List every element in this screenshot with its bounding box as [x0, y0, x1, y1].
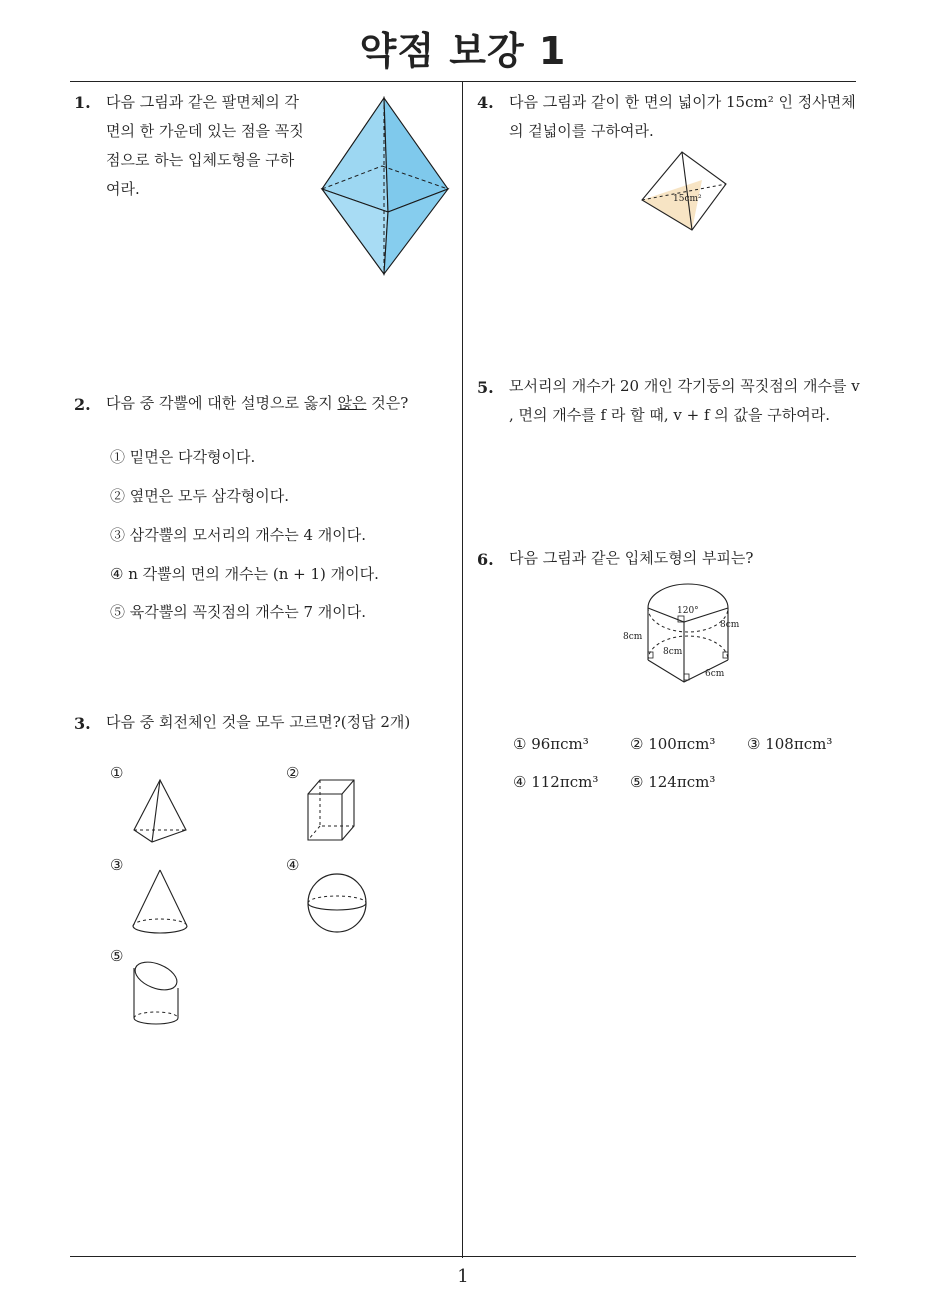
q2-choice: ② 옆면은 모두 삼각형이다. [110, 487, 289, 505]
q6-text: 다음 그림과 같은 입체도형의 부피는? [509, 549, 754, 567]
q2-choice: ① 밑면은 다각형이다. [110, 448, 256, 466]
q3-number: 3. [74, 714, 91, 733]
column-divider [462, 81, 463, 1258]
q3-label-5: ⑤ [110, 947, 124, 965]
q5-text-line: , 면의 개수를 f 라 할 때, v + f 의 값을 구하여라. [509, 406, 831, 424]
q2-text-after: 것은? [366, 394, 409, 412]
q3-label-3: ③ [110, 856, 124, 874]
q6-choice: ② 100πcm³ [630, 735, 716, 753]
q6-number: 6. [477, 550, 494, 569]
q6-choice: ① 96πcm³ [513, 735, 589, 753]
q2-choice: ④ n 각뿔의 면의 개수는 (n + 1) 개이다. [110, 565, 379, 583]
q4-text-line: 다음 그림과 같이 한 면의 넓이가 15cm² 인 정사면체 [509, 93, 856, 111]
q2-choice: ③ 삼각뿔의 모서리의 개수는 4 개이다. [110, 526, 367, 544]
octahedron-figure [318, 94, 454, 276]
page-number: 1 [457, 1266, 469, 1287]
q3-label-1: ① [110, 764, 124, 782]
q6-label-left: 8cm [623, 632, 643, 642]
q4-text [509, 88, 856, 146]
q2-text-before: 다음 중 각뿔에 대한 설명으로 옳지 [106, 394, 338, 412]
q4-text-line: 의 겉넓이를 구하여라. [509, 122, 654, 140]
q1-text-line: 면의 한 가운데 있는 점을 꼭짓 [106, 122, 304, 140]
q5-number: 5. [477, 378, 494, 397]
rectangular-prism-figure [306, 776, 358, 842]
q1-text-line: 점으로 하는 입체도형을 구하 [106, 151, 295, 169]
q3-text: 다음 중 회전체인 것을 모두 고르면?(정답 2개) [106, 713, 411, 731]
q6-choice: ③ 108πcm³ [747, 735, 833, 753]
sphere-figure [304, 870, 370, 936]
q2-text [106, 389, 408, 418]
footer-rule [70, 1256, 856, 1257]
q6-label-angle: 120° [677, 606, 699, 616]
q1-text-line: 여라. [106, 180, 140, 198]
q5-text [509, 372, 860, 430]
q3-label-2: ② [286, 764, 300, 782]
tetrahedron-figure [638, 148, 730, 234]
q1-number: 1. [74, 93, 91, 112]
header-rule [70, 81, 856, 82]
q1-text-line: 다음 그림과 같은 팔면체의 각 [106, 93, 299, 111]
page-title: 약점 보강 1 [359, 29, 567, 73]
q1-text [106, 88, 304, 204]
q3-label-4: ④ [286, 856, 300, 874]
cone-figure [130, 868, 190, 936]
triangular-pyramid-figure [130, 778, 192, 846]
q4-number: 4. [477, 93, 494, 112]
q6-choice: ④ 112πcm³ [513, 773, 599, 791]
q6-label-right: 8cm [720, 620, 740, 630]
q2-text-underline: 않은 [337, 394, 367, 412]
q2-number: 2. [74, 395, 91, 414]
q4-figure-label: 15cm² [673, 194, 702, 204]
q6-label-inner: 8cm [663, 647, 683, 657]
q5-text-line: 모서리의 개수가 20 개인 각기둥의 꼭짓점의 개수를 v [509, 377, 860, 395]
q6-label-bottom: 6cm [705, 669, 725, 679]
cut-cylinder-figure [130, 958, 184, 1030]
q6-choice: ⑤ 124πcm³ [630, 773, 716, 791]
q2-choice: ⑤ 육각뿔의 꼭짓점의 개수는 7 개이다. [110, 603, 367, 621]
